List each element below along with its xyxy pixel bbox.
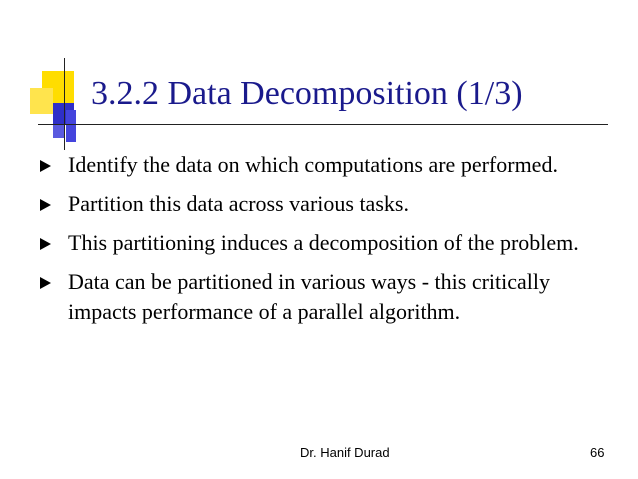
triangle-bullet-icon [40, 199, 51, 211]
bullet-text: Partition this data across various tasks. [68, 191, 409, 216]
triangle-bullet-icon [40, 277, 51, 289]
footer-author: Dr. Hanif Durad [300, 445, 390, 460]
decor-yellow-square-small [30, 88, 53, 114]
bullet-item [38, 228, 598, 258]
bullet-item [38, 189, 598, 219]
bullet-item [38, 150, 598, 180]
decor-blue-bar [66, 110, 76, 142]
triangle-bullet-icon [40, 238, 51, 250]
page-number: 66 [590, 445, 605, 460]
bullet-text: Data can be partitioned in various ways - this critically impacts performance of a parallel algorithm. [68, 269, 551, 324]
bullet-text: This partitioning induces a decomposition of the problem. [68, 230, 579, 255]
bullet-item [38, 267, 598, 327]
decor-vertical-line [64, 58, 65, 150]
bullet-list [38, 150, 598, 336]
triangle-bullet-icon [40, 160, 51, 172]
bullet-text: Identify the data on which computations are performed. [68, 152, 558, 177]
title-underline [38, 124, 608, 125]
slide-title: 3.2.2 Data Decomposition (1/3) [91, 75, 523, 112]
